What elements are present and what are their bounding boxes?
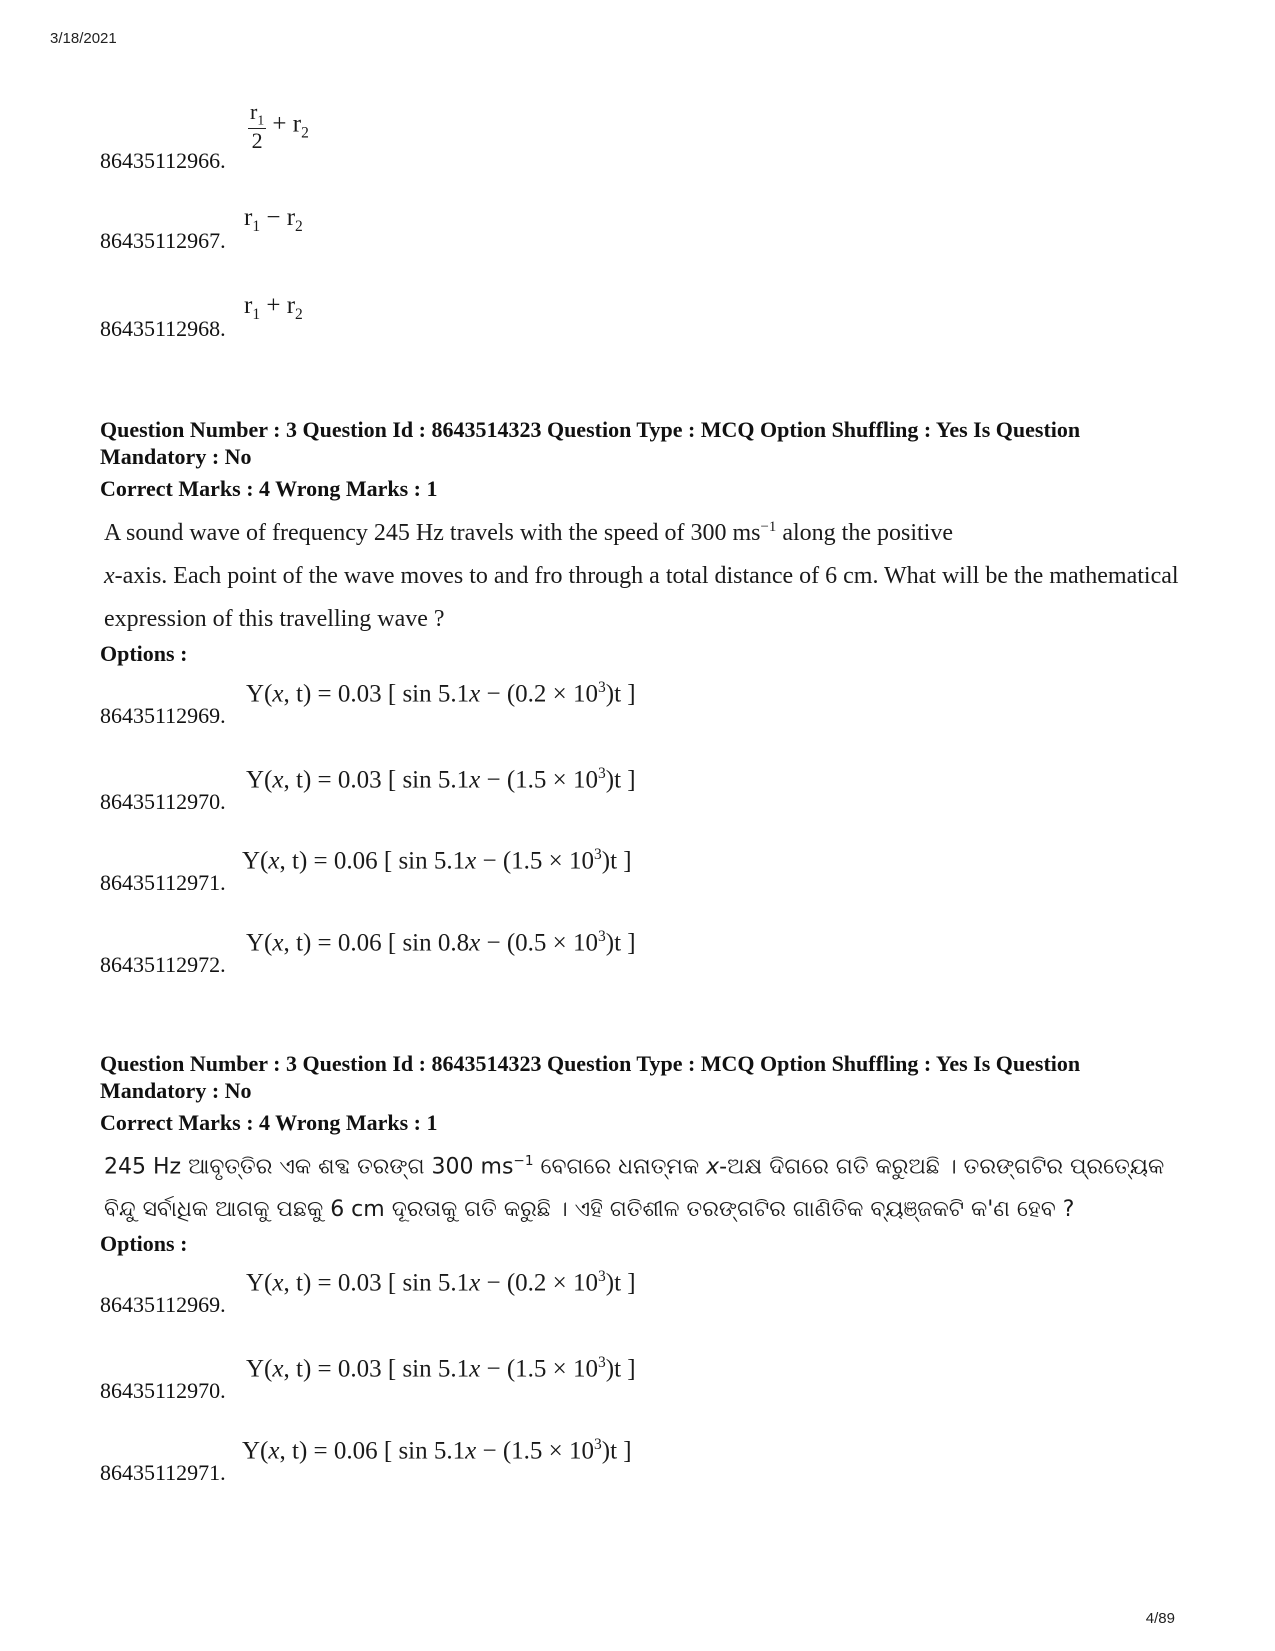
question-text: A sound wave of frequency 245 Hz travels with the speed of 300 $ms^{-1}$ along the positive x-axis. Each point of the wave moves to and fro through a total distance of 6 cm. What will be the mathematical expression of this travelling wave ? bbox=[104, 519, 1179, 632]
print-date: 3/18/2021 bbox=[50, 30, 117, 47]
option-id: 86435112970. bbox=[100, 1378, 226, 1403]
option-formula: Y(x, t) = 0.06 [ $\sin 0.8x - (0.5 \times 10^3)t$ ] bbox=[246, 928, 636, 957]
question-marks: Correct Marks : 4 Wrong Marks : 1 bbox=[100, 476, 438, 501]
question-marks: Correct Marks : 4 Wrong Marks : 1 bbox=[100, 1110, 438, 1135]
option-formula: $\frac{r_1}{2}$ + $r_2$ bbox=[250, 99, 309, 153]
option-formula: $r_1 + r_2$ bbox=[244, 292, 303, 323]
options-label: Options : bbox=[100, 1231, 188, 1256]
question-header: Question Number : 3 Question Id : 8643514323 Question Type : MCQ Option Shuffling : Yes Is Question Mandatory : No bbox=[100, 1051, 1081, 1103]
option-id: 86435112969. bbox=[100, 703, 226, 728]
question-text: 245 Hz ଆବୃତ୍ତିର ଏକ ଶବ୍ଦ ତରଙ୍ଗ 300 $ms^{-1}$ ବେଗରେ ଧନାତ୍ମକ x-ଅକ୍ଷ ଦିଗରେ ଗତି କରୁଅଛି । ତରଙ୍ଗଟିର ପ୍ରତ୍ୟେକ ବିନ୍ଦୁ ସର୍ବାଧିକ ଆଗକୁ ପଛକୁ 6 cm ଦୂରତାକୁ ଗତି କରୁଛି । ଏହି ଗତିଶୀଳ ତରଙ୍ଗଟିର ଗାଣିତିକ ବ୍ୟଞ୍ଜକଟି କ'ଣ ହେବ ? bbox=[104, 1153, 1165, 1223]
options-label: Options : bbox=[100, 641, 188, 666]
option-id: 86435112967. bbox=[100, 228, 226, 253]
page-number: 4/89 bbox=[1145, 1610, 1175, 1627]
option-formula: Y(x, t) = 0.03 [ $\sin 5.1x - (1.5 \times 10^3)t$ ] bbox=[246, 765, 636, 794]
option-id: 86435112971. bbox=[100, 870, 226, 895]
option-id: 86435112966. bbox=[100, 148, 226, 173]
option-id: 86435112971. bbox=[100, 1460, 226, 1485]
option-formula: Y(x, t) = 0.03 [ $\sin 5.1x - (0.2 \times 10^3)t$ ] bbox=[246, 1268, 636, 1297]
option-id: 86435112972. bbox=[100, 952, 226, 977]
option-id: 86435112968. bbox=[100, 316, 226, 341]
option-formula: Y(x, t) = 0.03 [ $\sin 5.1x - (1.5 \times 10^3)t$ ] bbox=[246, 1354, 636, 1383]
fraction: $\frac{r_1}{2}$ bbox=[250, 99, 265, 153]
option-id: 86435112969. bbox=[100, 1292, 226, 1317]
question-header: Question Number : 3 Question Id : 8643514323 Question Type : MCQ Option Shuffling : Yes Is Question Mandatory : No bbox=[100, 417, 1081, 469]
option-formula: Y(x, t) = 0.06 [ $\sin 5.1x - (1.5 \times 10^3)t$ ] bbox=[242, 846, 632, 875]
option-id: 86435112970. bbox=[100, 789, 226, 814]
option-formula: $r_1 - r_2$ bbox=[244, 204, 303, 235]
option-formula: Y(x, t) = 0.06 [ $\sin 5.1x - (1.5 \times 10^3)t$ ] bbox=[242, 1436, 632, 1465]
option-formula: Y(x, t) = 0.03 [ $\sin 5.1x - (0.2 \times 10^3)t$ ] bbox=[246, 679, 636, 708]
